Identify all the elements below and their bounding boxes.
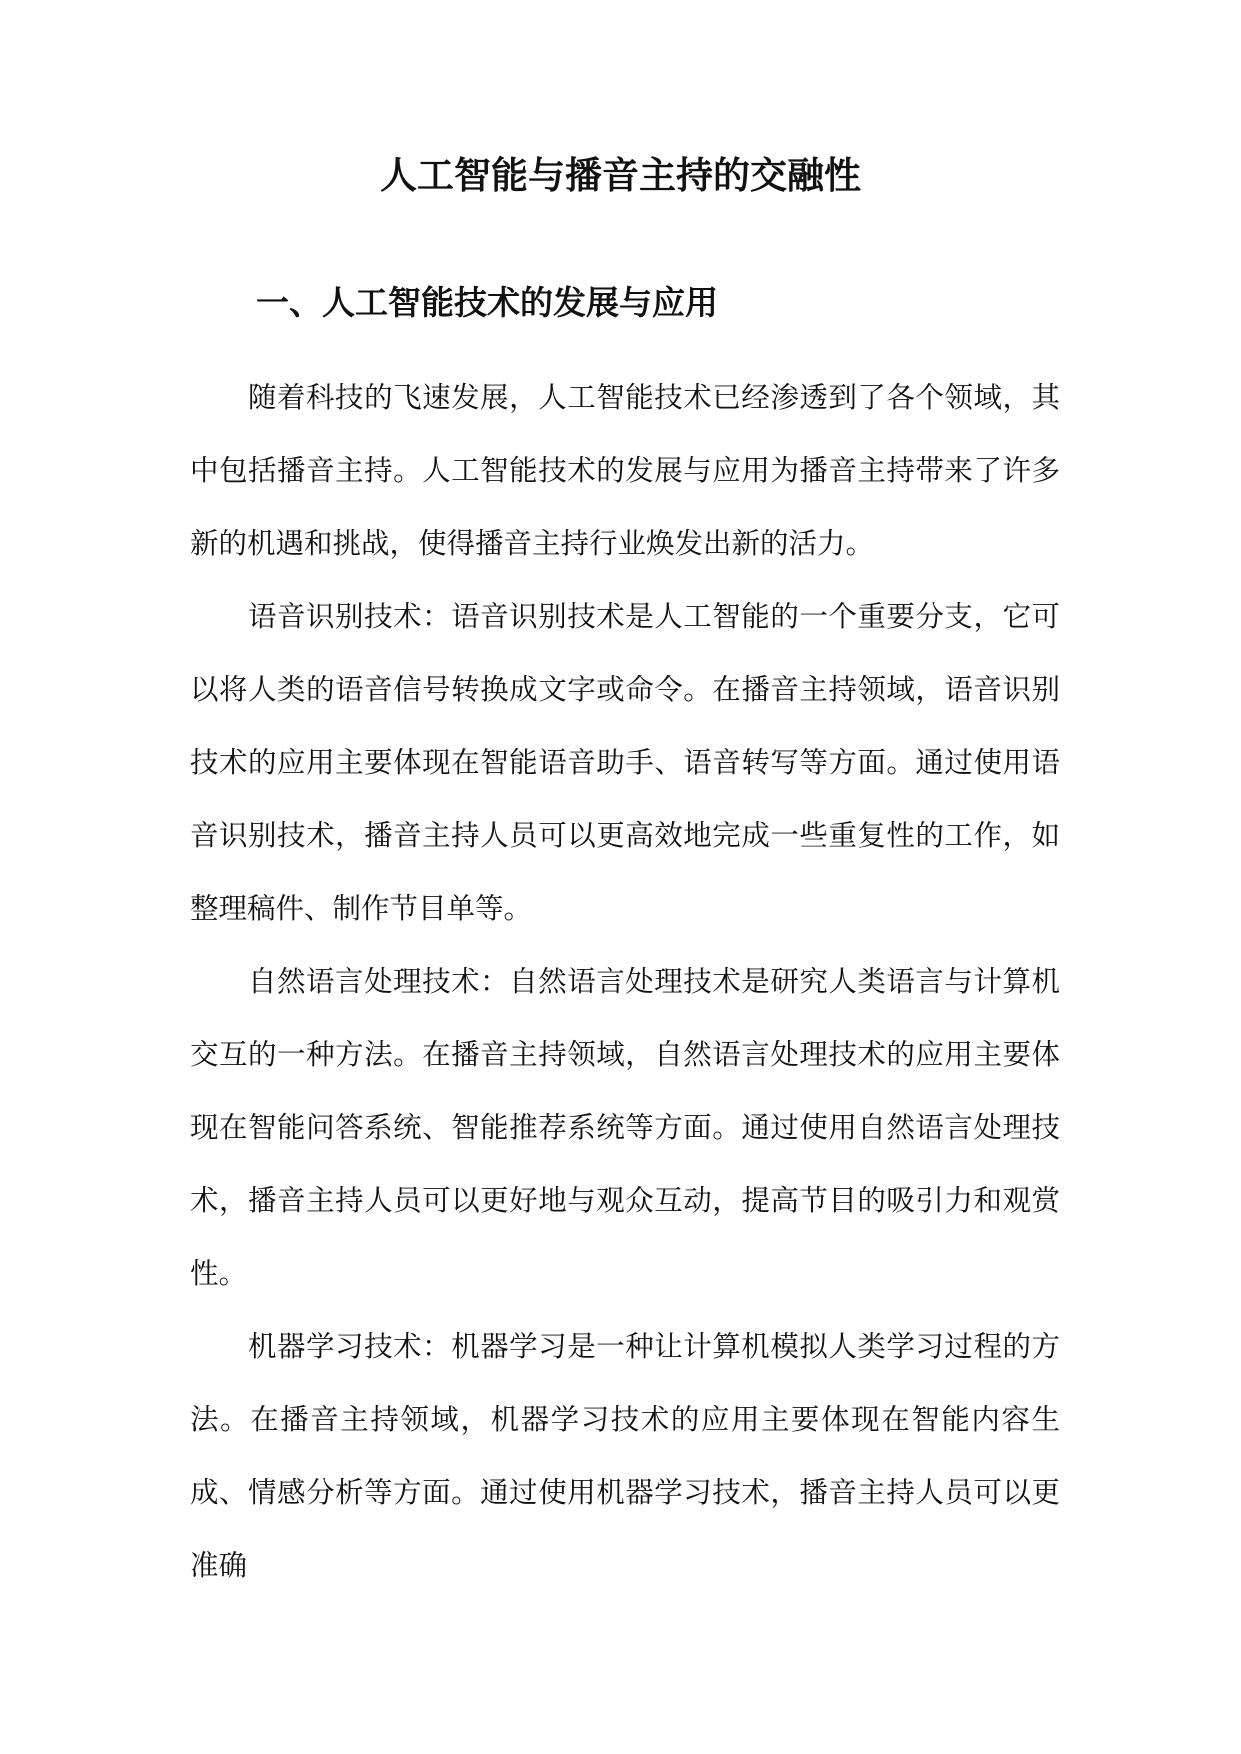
paragraph: 随着科技的飞速发展，人工智能技术已经渗透到了各个领域，其中包括播音主持。人工智能技术的发展与应用为播音主持带来了许多新的机遇和挑战，使得播音主持行业焕发出新的活力。 xyxy=(190,381,1060,560)
document-body xyxy=(190,361,1060,1602)
document-title: 人工智能与播音主持的交融性 xyxy=(380,153,861,197)
paragraph: 语音识别技术：语音识别技术是人工智能的一个重要分支，它可以将人类的语音信号转换成文字或命令。在播音主持领域，语音识别技术的应用主要体现在智能语音助手、语音转写等方面。通过使用语音识别技术，播音主持人员可以更高效地完成一些重复性的工作，如整理稿件、制作节目单等。 xyxy=(190,600,1060,925)
paragraph: 自然语言处理技术：自然语言处理技术是研究人类语言与计算机交互的一种方法。在播音主持领域，自然语言处理技术的应用主要体现在智能问答系统、智能推荐系统等方面。通过使用自然语言处理技术，播音主持人员可以更好地与观众互动，提高节目的吸引力和观赏性。 xyxy=(190,965,1060,1290)
section-heading: 一、人工智能技术的发展与应用 xyxy=(256,283,718,322)
paragraph: 机器学习技术：机器学习是一种让计算机模拟人类学习过程的方法。在播音主持领域，机器学习技术的应用主要体现在智能内容生成、情感分析等方面。通过使用机器学习技术，播音主持人员可以更准确 xyxy=(190,1330,1060,1582)
